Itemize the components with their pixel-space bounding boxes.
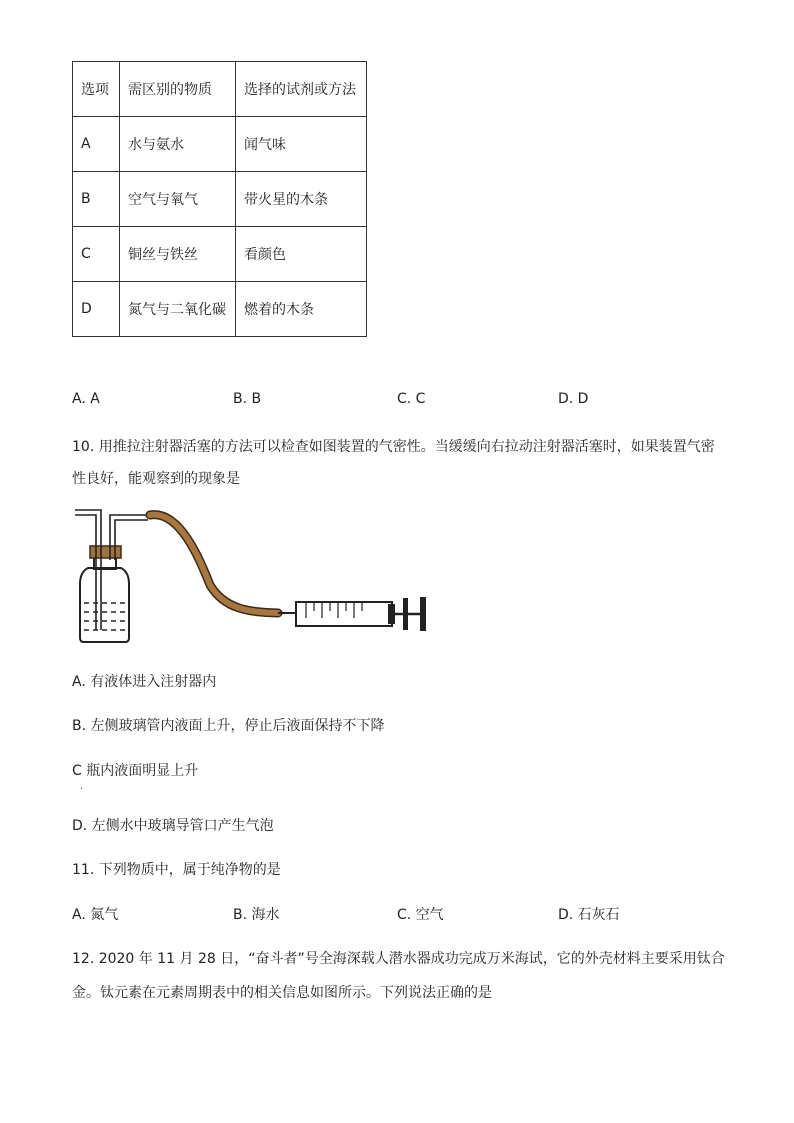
table-header-cell: 需区别的物质 (120, 62, 236, 117)
table-cell: D (73, 282, 120, 337)
q10-stem-line-1: 10. 用推拉注射器活塞的方法可以检查如图装置的气密性。当缓缓向右拉动注射器活塞时，如果装置气密 (72, 439, 715, 455)
q10-stem-line-2: 性良好，能观察到的现象是 (72, 471, 240, 487)
syringe-graduations (306, 602, 362, 618)
table-cell: 看颜色 (236, 227, 367, 282)
q9-option-d[interactable]: D. D (558, 391, 589, 407)
syringe-flange (403, 598, 408, 630)
table-cell: 带火星的木条 (236, 172, 367, 227)
q11-option-c[interactable]: C. 空气 (397, 907, 444, 923)
question-9-table (72, 61, 367, 337)
q11-option-d[interactable]: D. 石灰石 (558, 907, 620, 923)
table-cell: C (73, 227, 120, 282)
table-cell: 闻气味 (236, 117, 367, 172)
q11-stem: 11. 下列物质中，属于纯净物的是 (72, 862, 281, 878)
rubber-hose (150, 515, 278, 613)
q12-stem-line-2: 金。钛元素在元素周期表中的相关信息如图所示。下列说法正确的是 (72, 985, 492, 1001)
table-cell: 燃着的木条 (236, 282, 367, 337)
table-header-cell: 选择的试剂或方法 (236, 62, 367, 117)
q10-option-b[interactable]: B. 左侧玻璃管内液面上升，停止后液面保持不下降 (72, 718, 385, 734)
bottle-body (80, 568, 129, 642)
table-header-row (73, 62, 367, 117)
syringe-barrel (296, 602, 392, 626)
table-row (73, 282, 367, 337)
q9-option-b[interactable]: B. B (233, 391, 262, 407)
table-cell: 空气与氧气 (120, 172, 236, 227)
airtightness-apparatus-diagram (70, 500, 430, 650)
syringe-plunger-head (388, 604, 395, 624)
stray-mark: . (80, 782, 83, 792)
rubber-stopper (90, 546, 121, 558)
table-row (73, 227, 367, 282)
table-cell: 水与氨水 (120, 117, 236, 172)
q10-option-a[interactable]: A. 有液体进入注射器内 (72, 674, 217, 690)
q12-stem-line-1: 12. 2020 年 11 月 28 日，“奋斗者”号全海深载人潜水器成功完成万米海试，它的外壳材料主要采用钛合 (72, 951, 725, 967)
q11-option-b[interactable]: B. 海水 (233, 907, 280, 923)
liquid-surface (84, 603, 127, 630)
q9-option-c[interactable]: C. C (397, 391, 426, 407)
syringe-thumb-rest[interactable] (420, 597, 426, 631)
table-cell: A (73, 117, 120, 172)
table-cell: B (73, 172, 120, 227)
q11-option-a[interactable]: A. 氮气 (72, 907, 119, 923)
table-row (73, 172, 367, 227)
q10-option-d[interactable]: D. 左侧水中玻璃导管口产生气泡 (72, 818, 274, 834)
q10-option-c[interactable]: C 瓶内液面明显上升 (72, 763, 199, 779)
q9-option-a[interactable]: A. A (72, 391, 100, 407)
table-header-cell: 选项 (73, 62, 120, 117)
table-row (73, 117, 367, 172)
table-cell: 氮气与二氧化碳 (120, 282, 236, 337)
table-cell: 铜丝与铁丝 (120, 227, 236, 282)
